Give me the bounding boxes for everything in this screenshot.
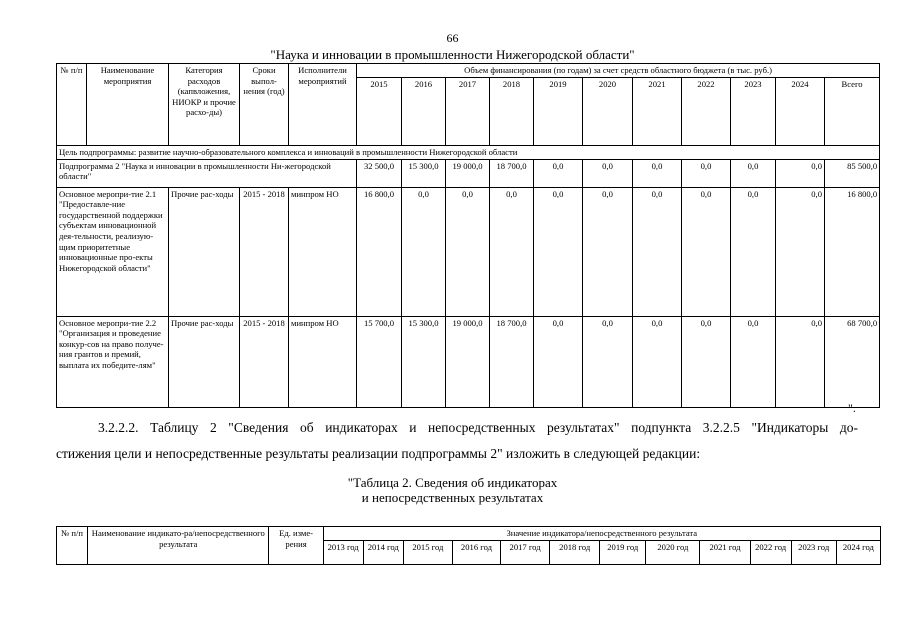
table-row	[57, 187, 880, 316]
header-exec: Исполнители мероприятий	[289, 64, 357, 146]
value-cell: 0,0	[534, 316, 583, 407]
header-num: № п/п	[57, 527, 88, 565]
value-cell: 18 700,0	[490, 316, 534, 407]
subprogram-name: Подпрограмма 2 "Наука и инновации в промышленности Ни-жегородской области"	[57, 159, 357, 187]
value-cell: 0,0	[731, 316, 776, 407]
value-cell: 32 500,0	[357, 159, 402, 187]
header-year: 2019 год	[600, 540, 646, 564]
header-year: 2020	[583, 78, 633, 146]
header-funding: Объем финансирования (по годам) за счет средств областного бюджета (в тыс. руб.)	[357, 64, 880, 78]
value-cell: 0,0	[682, 187, 731, 316]
header-year: 2024 год	[836, 540, 880, 564]
header-year: 2014 год	[363, 540, 403, 564]
value-cell: 19 000,0	[446, 316, 490, 407]
value-cell: 0,0	[633, 187, 682, 316]
value-cell: 0,0	[682, 159, 731, 187]
funding-table	[56, 63, 880, 408]
measure-category: Прочие рас-ходы	[169, 187, 240, 316]
header-terms: Сроки выпол-нения (год)	[240, 64, 289, 146]
header-year: 2016 год	[452, 540, 500, 564]
measure-terms: 2015 - 2018	[240, 187, 289, 316]
total-cell: 68 700,0	[825, 316, 880, 407]
value-cell: 16 800,0	[357, 187, 402, 316]
header-year: 2018 год	[550, 540, 600, 564]
value-cell: 0,0	[776, 159, 825, 187]
header-year: 2020 год	[646, 540, 700, 564]
table2-title-line-2: и непосредственных результатах	[361, 490, 544, 505]
value-cell: 0,0	[633, 159, 682, 187]
header-year: 2017	[446, 78, 490, 146]
header-year: 2021 год	[700, 540, 750, 564]
total-cell: 85 500,0	[825, 159, 880, 187]
closing-quote: ".	[848, 401, 856, 415]
value-cell: 18 700,0	[490, 159, 534, 187]
measure-name: Основное меропри-тие 2.2 "Организация и проведение конкур-сов на право получе-ния грантов и премий, выплата их победите-лям"	[57, 316, 169, 407]
measure-exec: минпром НО	[289, 316, 357, 407]
header-year: 2022	[682, 78, 731, 146]
value-cell: 19 000,0	[446, 159, 490, 187]
paragraph-line-1: 3.2.2.2. Таблицу 2 "Сведения об индикаторах и непосредственных результатах" подпункта 3.2.2.5 "Индикаторы до-	[98, 420, 858, 435]
header-year: 2016	[402, 78, 446, 146]
value-cell: 0,0	[402, 187, 446, 316]
measure-terms: 2015 - 2018	[240, 316, 289, 407]
header-value: Значение индикатора/непосредственного результата	[323, 527, 880, 541]
value-cell: 0,0	[446, 187, 490, 316]
value-cell: 0,0	[633, 316, 682, 407]
total-cell: 16 800,0	[825, 187, 880, 316]
value-cell: 0,0	[534, 187, 583, 316]
section-title: "Наука и инновации в промышленности Нижегородской области"	[270, 47, 635, 62]
header-indicator-name: Наименование индикато-ра/непосредственного результата	[88, 527, 269, 565]
table-row	[57, 316, 880, 407]
header-unit: Ед. изме-рения	[269, 527, 323, 565]
page-number: 66	[446, 31, 459, 45]
header-year: 2015 год	[403, 540, 452, 564]
header-category: Категория расходов (капвложения, НИОКР и прочие расхо-ды)	[169, 64, 240, 146]
value-cell: 0,0	[682, 316, 731, 407]
header-year: 2023	[731, 78, 776, 146]
measure-name: Основное меропри-тие 2.1 "Предоставле-ние государственной поддержки субъектам инновационной дея-тельности, реализую-щим приоритетные инновационные про-екты Нижегородской области"	[57, 187, 169, 316]
paragraph-line-2: стижения цели и непосредственные результаты реализации подпрограммы 2" изложить в следующей редакции:	[56, 446, 701, 461]
value-cell: 0,0	[583, 187, 633, 316]
subprogram-row	[57, 159, 880, 187]
header-year: 2019	[534, 78, 583, 146]
value-cell: 0,0	[731, 187, 776, 316]
header-year: 2013 год	[323, 540, 363, 564]
value-cell: 15 700,0	[357, 316, 402, 407]
header-name: Наименование мероприятия	[87, 64, 169, 146]
header-year: 2017 год	[501, 540, 550, 564]
value-cell: 0,0	[731, 159, 776, 187]
header-year: 2021	[633, 78, 682, 146]
value-cell: 15 300,0	[402, 316, 446, 407]
value-cell: 0,0	[583, 316, 633, 407]
value-cell: 0,0	[490, 187, 534, 316]
header-year: 2024	[776, 78, 825, 146]
header-year: 2023 год	[791, 540, 836, 564]
value-cell: 15 300,0	[402, 159, 446, 187]
header-year: 2015	[357, 78, 402, 146]
indicators-table	[56, 526, 881, 565]
value-cell: 0,0	[776, 187, 825, 316]
measure-exec: минпром НО	[289, 187, 357, 316]
header-num: № п/п	[57, 64, 87, 146]
table2-title-line-1: "Таблица 2. Сведения об индикаторах	[347, 475, 558, 490]
value-cell: 0,0	[583, 159, 633, 187]
goal-row: Цель подпрограммы: развитие научно-образовательного комплекса и инноваций в промышленности Нижегородской области	[57, 146, 880, 160]
value-cell: 0,0	[776, 316, 825, 407]
value-cell: 0,0	[534, 159, 583, 187]
header-year: 2022 год	[750, 540, 791, 564]
header-year: 2018	[490, 78, 534, 146]
measure-category: Прочие рас-ходы	[169, 316, 240, 407]
header-total: Всего	[825, 78, 880, 146]
